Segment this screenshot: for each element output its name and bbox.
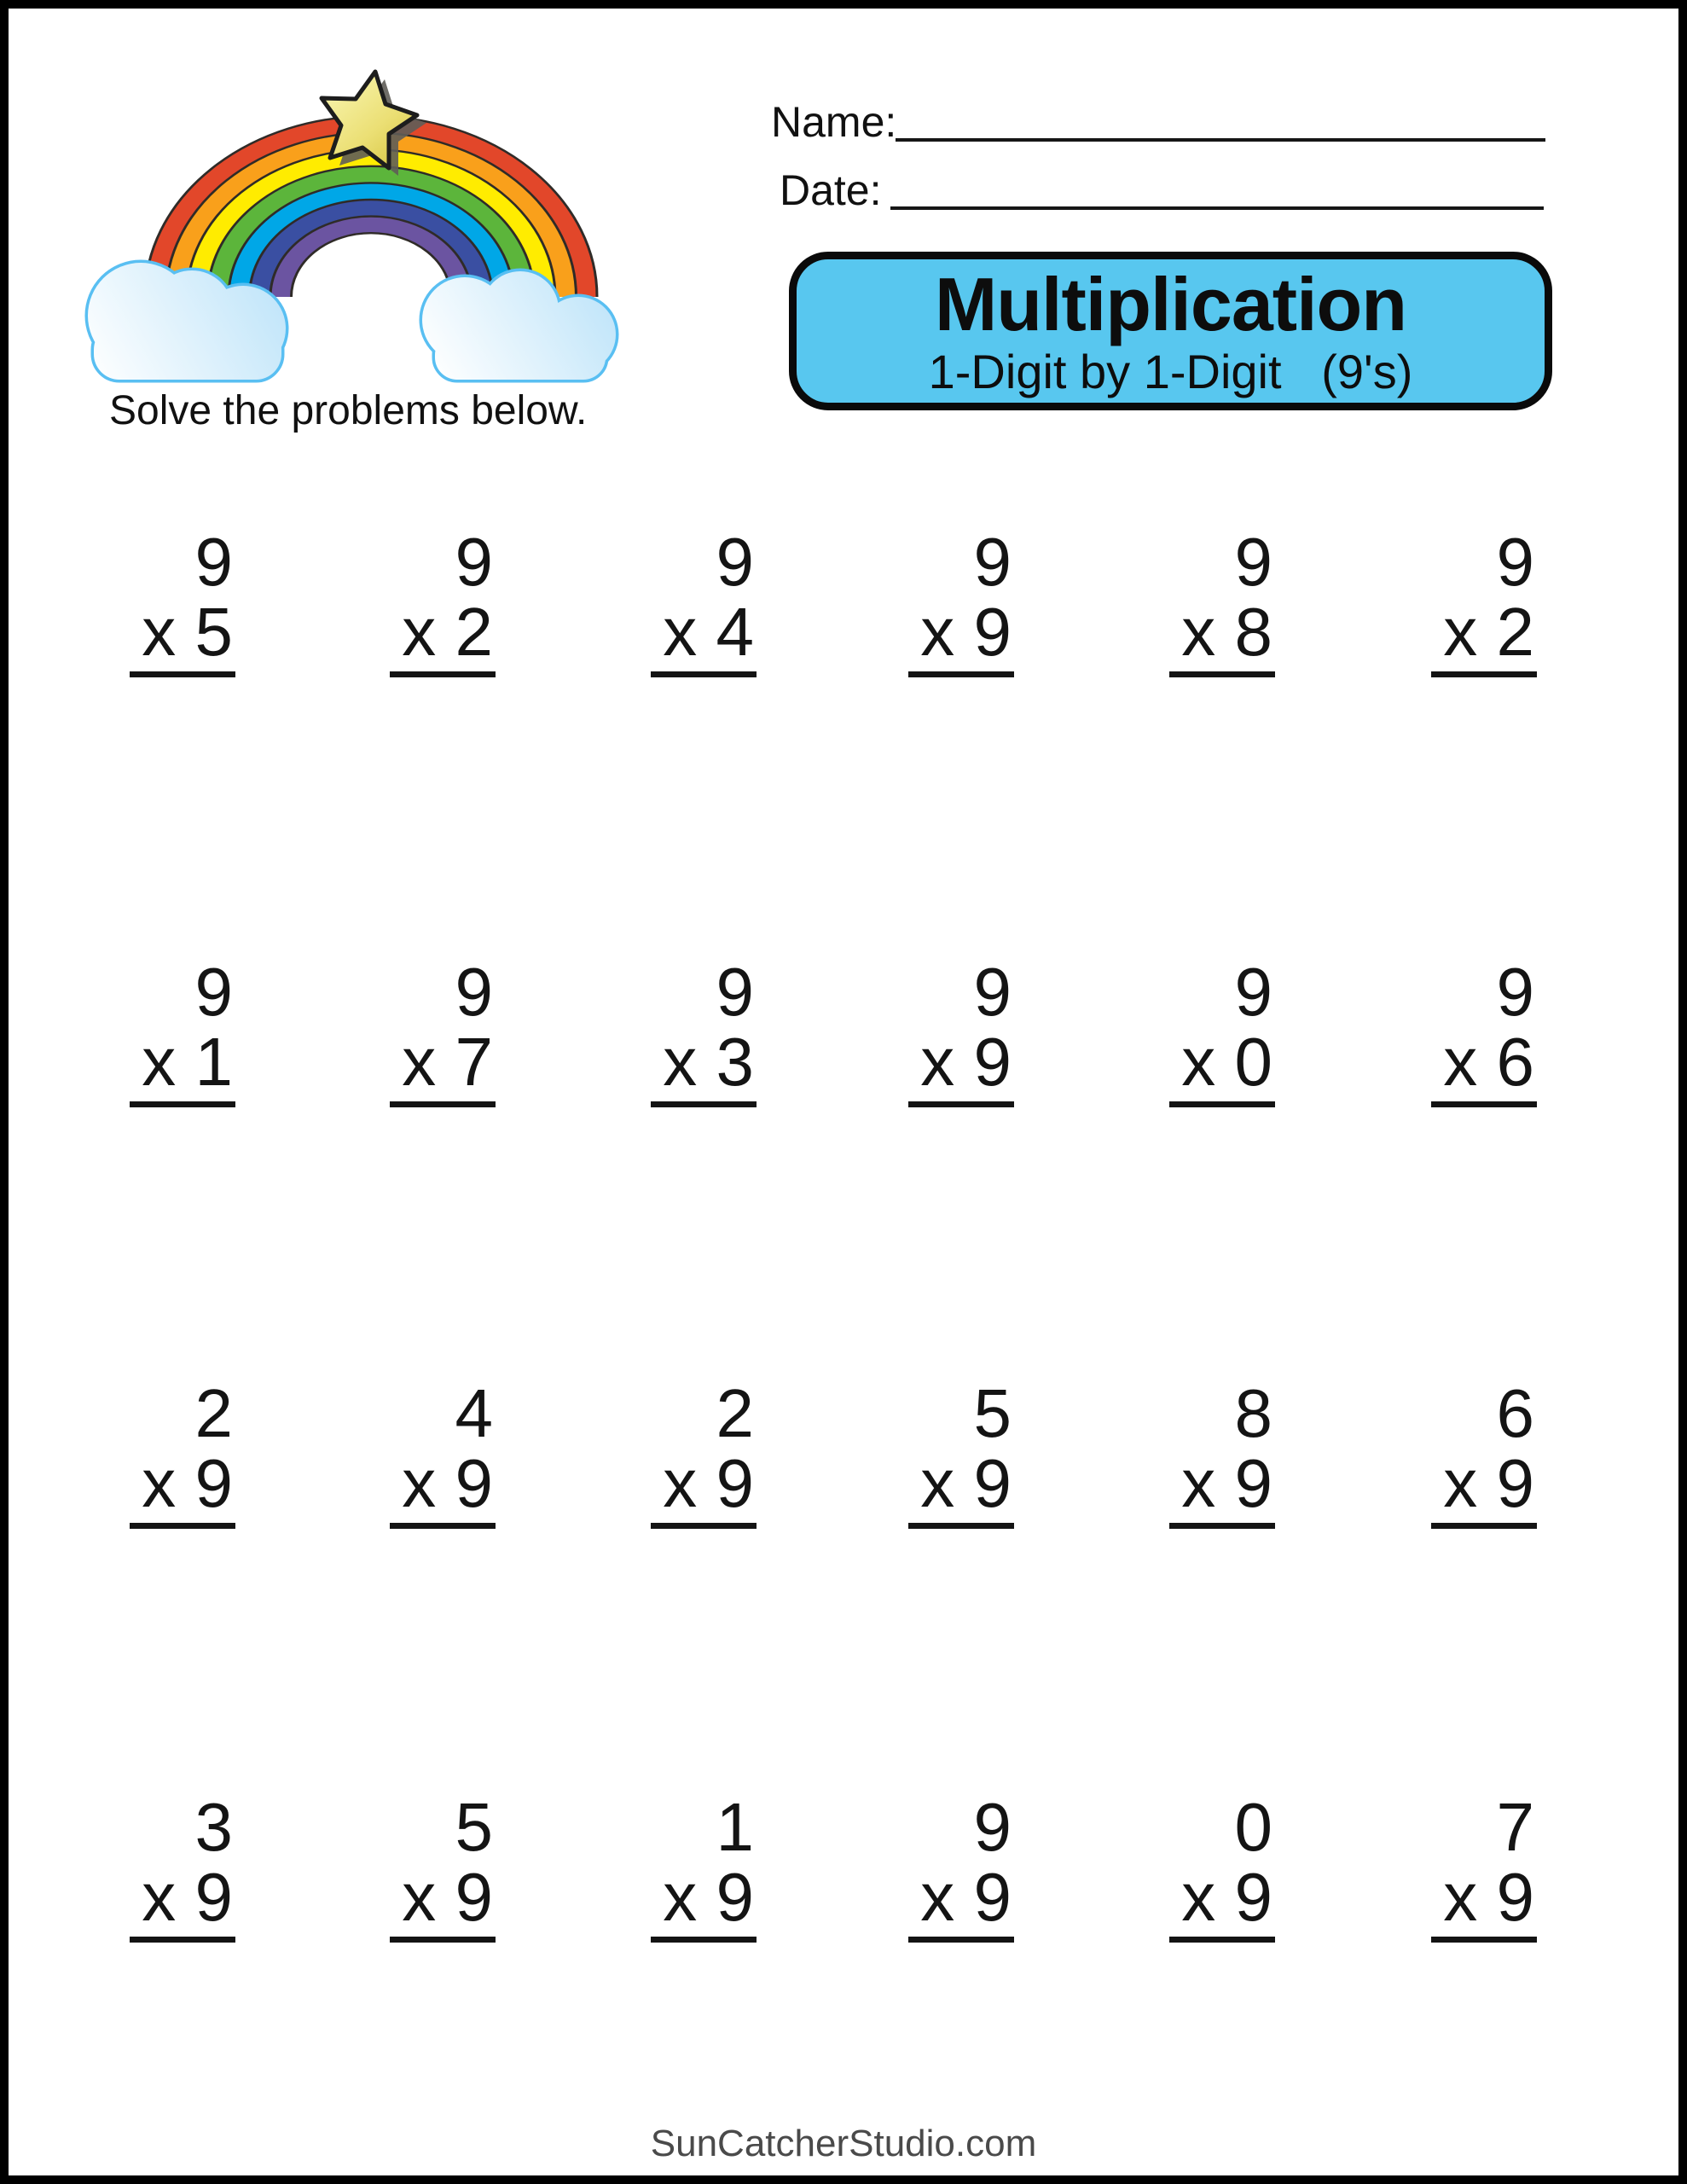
problem-cell	[28, 524, 233, 677]
multiply-sign: x	[402, 1024, 437, 1100]
multiplier: 9	[716, 1445, 754, 1521]
multiplier: 9	[194, 1445, 233, 1521]
answer-line[interactable]	[1431, 1937, 1537, 1943]
multiply-sign: x	[663, 1445, 698, 1521]
multiply-sign: x	[920, 594, 955, 670]
answer-line[interactable]	[651, 1101, 757, 1107]
operator-line	[1068, 1445, 1272, 1521]
multiplier: 7	[455, 1024, 493, 1100]
page-title: Multiplication	[934, 262, 1407, 346]
problem-cell	[288, 524, 493, 677]
answer-line[interactable]	[390, 1937, 496, 1943]
rainbow-illustration	[9, 9, 657, 452]
multiplicand: 9	[716, 954, 754, 1030]
operator-line	[28, 1445, 233, 1521]
problem-cell	[549, 1375, 754, 1529]
operator-line	[1068, 594, 1272, 670]
problem-cell	[288, 1375, 493, 1529]
multiplier: 9	[973, 1859, 1012, 1935]
multiplier: 5	[194, 594, 233, 670]
answer-line[interactable]	[1169, 1937, 1275, 1943]
multiplicand: 3	[194, 1789, 233, 1865]
problem-cell	[807, 954, 1012, 1107]
multiplicand: 9	[1234, 524, 1272, 600]
multiply-sign: x	[1443, 1859, 1478, 1935]
multiply-sign: x	[663, 1859, 698, 1935]
operator-line	[549, 594, 754, 670]
operator-line	[1330, 1024, 1534, 1100]
multiply-sign: x	[1443, 594, 1478, 670]
operator-line	[1330, 1859, 1534, 1935]
problem-cell	[28, 1789, 233, 1943]
multiplier: 9	[1234, 1445, 1272, 1521]
footer-credit: SunCatcherStudio.com	[650, 2123, 1037, 2164]
answer-line[interactable]	[1169, 671, 1275, 677]
multiplier: 9	[1496, 1859, 1534, 1935]
multiply-sign: x	[1181, 1024, 1216, 1100]
name-input-line[interactable]	[896, 138, 1545, 142]
multiply-sign: x	[142, 1859, 177, 1935]
operator-line	[28, 594, 233, 670]
page-subtitle: 1-Digit by 1-Digit (9's)	[928, 345, 1413, 398]
multiply-sign: x	[142, 1024, 177, 1100]
multiply-sign: x	[1443, 1024, 1478, 1100]
multiply-sign: x	[920, 1859, 955, 1935]
problem-cell	[1330, 954, 1534, 1107]
operator-line	[1330, 1445, 1534, 1521]
multiplicand: 2	[194, 1375, 233, 1451]
answer-line[interactable]	[651, 671, 757, 677]
multiplier: 6	[1496, 1024, 1534, 1100]
problem-cell	[549, 1789, 754, 1943]
operator-line	[549, 1024, 754, 1100]
operator-line	[288, 594, 493, 670]
answer-line[interactable]	[130, 671, 235, 677]
answer-line[interactable]	[1431, 1523, 1537, 1529]
problem-cell	[1330, 1789, 1534, 1943]
answer-line[interactable]	[651, 1523, 757, 1529]
multiply-sign: x	[1181, 1445, 1216, 1521]
multiply-sign: x	[402, 1445, 437, 1521]
operator-line	[1068, 1024, 1272, 1100]
multiplicand: 9	[455, 524, 493, 600]
operator-line	[807, 594, 1012, 670]
multiply-sign: x	[1181, 1859, 1216, 1935]
name-label: Name:	[771, 98, 897, 146]
answer-line[interactable]	[908, 1937, 1014, 1943]
answer-line[interactable]	[390, 671, 496, 677]
operator-line	[807, 1859, 1012, 1935]
multiplier: 4	[716, 594, 754, 670]
multiplier: 0	[1234, 1024, 1272, 1100]
date-label: Date:	[780, 166, 882, 214]
problem-cell	[1068, 954, 1272, 1107]
multiply-sign: x	[142, 594, 177, 670]
answer-line[interactable]	[1169, 1523, 1275, 1529]
problem-cell	[1330, 1375, 1534, 1529]
multiply-sign: x	[663, 1024, 698, 1100]
operator-line	[288, 1024, 493, 1100]
problem-cell	[549, 954, 754, 1107]
multiplicand: 9	[973, 524, 1012, 600]
date-input-line[interactable]	[890, 206, 1544, 210]
multiplicand: 8	[1234, 1375, 1272, 1451]
answer-line[interactable]	[1169, 1101, 1275, 1107]
multiplicand: 9	[973, 954, 1012, 1030]
multiplier: 9	[455, 1859, 493, 1935]
answer-line[interactable]	[908, 1101, 1014, 1107]
multiplicand: 0	[1234, 1789, 1272, 1865]
answer-line[interactable]	[1431, 671, 1537, 677]
operator-line	[1068, 1859, 1272, 1935]
multiplier: 9	[1234, 1859, 1272, 1935]
multiply-sign: x	[1443, 1445, 1478, 1521]
title-badge	[789, 252, 1552, 410]
multiply-sign: x	[920, 1445, 955, 1521]
answer-line[interactable]	[130, 1523, 235, 1529]
problem-cell	[1068, 1789, 1272, 1943]
operator-line	[549, 1859, 754, 1935]
multiplier: 9	[973, 594, 1012, 670]
multiplicand: 9	[1496, 524, 1534, 600]
multiply-sign: x	[663, 594, 698, 670]
multiplier: 9	[973, 1024, 1012, 1100]
multiplicand: 5	[455, 1789, 493, 1865]
multiplicand: 7	[1496, 1789, 1534, 1865]
answer-line[interactable]	[651, 1937, 757, 1943]
operator-line	[28, 1859, 233, 1935]
problem-cell	[288, 954, 493, 1107]
multiply-sign: x	[402, 594, 437, 670]
multiplier: 9	[973, 1445, 1012, 1521]
multiplicand: 9	[1496, 954, 1534, 1030]
answer-line[interactable]	[130, 1937, 235, 1943]
instruction-text: Solve the problems below.	[109, 388, 588, 433]
answer-line[interactable]	[908, 1523, 1014, 1529]
operator-line	[288, 1445, 493, 1521]
problem-cell	[28, 954, 233, 1107]
operator-line	[28, 1024, 233, 1100]
multiplier: 1	[194, 1024, 233, 1100]
multiplier: 8	[1234, 594, 1272, 670]
problem-cell	[1330, 524, 1534, 677]
multiplicand: 2	[716, 1375, 754, 1451]
multiplicand: 9	[455, 954, 493, 1030]
problem-cell	[549, 524, 754, 677]
multiplicand: 9	[973, 1789, 1012, 1865]
problem-cell	[288, 1789, 493, 1943]
answer-line[interactable]	[1431, 1101, 1537, 1107]
operator-line	[288, 1859, 493, 1935]
answer-line[interactable]	[908, 671, 1014, 677]
operator-line	[549, 1445, 754, 1521]
multiply-sign: x	[142, 1445, 177, 1521]
problem-cell	[807, 1375, 1012, 1529]
multiplicand: 9	[194, 524, 233, 600]
multiplicand: 4	[455, 1375, 493, 1451]
answer-line[interactable]	[390, 1523, 496, 1529]
multiplicand: 9	[194, 954, 233, 1030]
problem-cell	[1068, 1375, 1272, 1529]
answer-line[interactable]	[130, 1101, 235, 1107]
problem-cell	[28, 1375, 233, 1529]
problem-cell	[1068, 524, 1272, 677]
multiplicand: 1	[716, 1789, 754, 1865]
multiply-sign: x	[920, 1024, 955, 1100]
problem-cell	[807, 1789, 1012, 1943]
operator-line	[1330, 594, 1534, 670]
problem-cell	[807, 524, 1012, 677]
multiply-sign: x	[1181, 594, 1216, 670]
multiplicand: 9	[716, 524, 754, 600]
multiplier: 2	[455, 594, 493, 670]
multiplier: 9	[1496, 1445, 1534, 1521]
multiplicand: 6	[1496, 1375, 1534, 1451]
multiplier: 9	[716, 1859, 754, 1935]
operator-line	[807, 1024, 1012, 1100]
multiplicand: 5	[973, 1375, 1012, 1451]
multiplicand: 9	[1234, 954, 1272, 1030]
multiplier: 9	[194, 1859, 233, 1935]
multiply-sign: x	[402, 1859, 437, 1935]
answer-line[interactable]	[390, 1101, 496, 1107]
multiplier: 3	[716, 1024, 754, 1100]
multiplier: 9	[455, 1445, 493, 1521]
multiplier: 2	[1496, 594, 1534, 670]
operator-line	[807, 1445, 1012, 1521]
